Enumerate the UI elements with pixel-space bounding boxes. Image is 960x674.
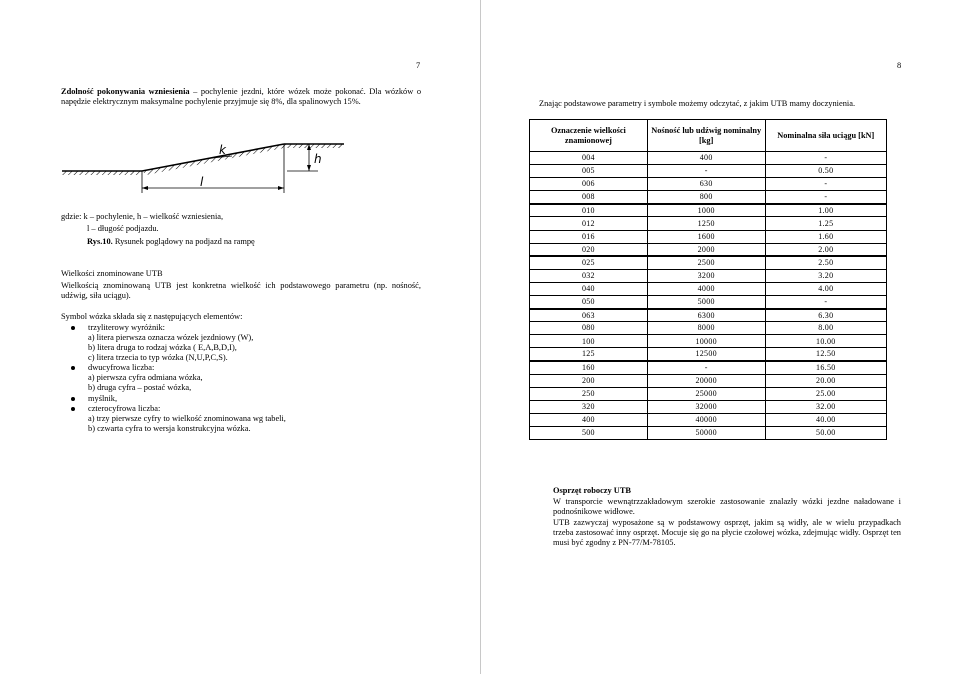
section-title-text: Osprzęt roboczy UTB <box>553 486 632 495</box>
table-cell: 1.60 <box>765 230 886 243</box>
table-cell: - <box>765 178 886 191</box>
ground-hatch <box>62 171 142 175</box>
table-cell: - <box>765 296 886 309</box>
table-cell: 20000 <box>647 374 765 387</box>
table-cell: 063 <box>530 309 648 322</box>
table-cell: 2.50 <box>765 256 886 269</box>
table-cell: 1250 <box>647 217 765 230</box>
upper-ground-hatch <box>284 144 344 148</box>
table-header-cell: Nominalna siła uciągu [kN] <box>765 120 886 152</box>
table-cell: 4000 <box>647 282 765 295</box>
list-item-title: czterocyfrowa liczba: <box>88 403 161 413</box>
table-cell: 008 <box>530 191 648 204</box>
table-row <box>530 191 887 204</box>
table-cell: 25.00 <box>765 387 886 400</box>
table-cell: 6300 <box>647 309 765 322</box>
table-cell: 160 <box>530 361 648 374</box>
table-cell: 040 <box>530 282 648 295</box>
table-cell: - <box>647 361 765 374</box>
table-cell: 10.00 <box>765 335 886 348</box>
table-cell: - <box>647 165 765 178</box>
slope-hatch <box>142 144 284 175</box>
caption-text: Rysunek poglądowy na podjazd na rampę <box>112 237 255 246</box>
caption-number: Rys.10. <box>87 237 113 246</box>
legend-line-1: gdzie: k – pochylenie, h – wielkość wzniesienia, <box>61 212 224 221</box>
list-item-sub: b) litera druga to rodzaj wózka ( E,A,B,D,I), <box>88 343 237 353</box>
table-cell: 40.00 <box>765 413 886 426</box>
table-header-cell: Oznaczenie wielkości znamionowej <box>530 120 648 152</box>
table-cell: 050 <box>530 296 648 309</box>
page-number: 7 <box>416 61 421 70</box>
list-item-title: myślnik, <box>88 393 118 403</box>
table-cell: 320 <box>530 400 648 413</box>
table-cell: 2500 <box>647 256 765 269</box>
table-cell: 400 <box>530 413 648 426</box>
symbol-list <box>71 323 421 434</box>
table-cell: 400 <box>647 152 765 165</box>
paragraph-2: UTB zazwyczaj wyposażone są w podstawowy osprzęt, jakim są widły, ale w wielu przypadkach trzeba zastosować inny osprzęt. Mocuje się go na płycie czołowej wózka, zdejmując widły. Osprzęt ten musi być zgodny z PN-77/M-78105. <box>553 518 901 548</box>
table-cell: 40000 <box>647 413 765 426</box>
table-cell: 200 <box>530 374 648 387</box>
list-item <box>71 363 421 393</box>
table-cell: 032 <box>530 269 648 282</box>
table-cell: 2.00 <box>765 243 886 256</box>
table-row <box>530 269 887 282</box>
table-cell: 3200 <box>647 269 765 282</box>
table-row <box>530 296 887 309</box>
table-cell: 800 <box>647 191 765 204</box>
table-cell: 25000 <box>647 387 765 400</box>
table-cell: 006 <box>530 178 648 191</box>
page-number: 8 <box>897 61 902 70</box>
table-cell: 20.00 <box>765 374 886 387</box>
paragraph-1: W transporcie wewnątrzzakładowym szerokie zastosowanie znalazły wózki jezdne naładowane i podnośnikowe widłowe. <box>553 497 901 517</box>
table-row <box>530 361 887 374</box>
legend-line-2: l – długość podjazdu. <box>87 224 159 233</box>
table-cell: 50000 <box>647 426 765 439</box>
table-header-row <box>530 120 887 152</box>
table-row <box>530 387 887 400</box>
right-intro: Znając podstawowe parametry i symbole możemy odczytać, z jakim UTB mamy doczynienia. <box>539 99 856 108</box>
table-cell: 6.30 <box>765 309 886 322</box>
table-cell: 012 <box>530 217 648 230</box>
list-item-sub: c) litera trzecia to typ wózka (N,U,P,C,S). <box>88 353 228 363</box>
table-cell: 4.00 <box>765 282 886 295</box>
list-item <box>71 323 421 363</box>
section-title <box>553 486 631 496</box>
table-cell: 32000 <box>647 400 765 413</box>
table-cell: 125 <box>530 348 648 361</box>
table-row <box>530 348 887 361</box>
table-body <box>530 152 887 440</box>
table-cell: 025 <box>530 256 648 269</box>
list-item <box>71 394 421 404</box>
table-cell: 10000 <box>647 335 765 348</box>
table-cell: 016 <box>530 230 648 243</box>
label-k: k <box>219 143 226 157</box>
table-cell: 0.50 <box>765 165 886 178</box>
ramp-figure <box>62 130 344 205</box>
table-row <box>530 230 887 243</box>
table-row <box>530 217 887 230</box>
table-cell: - <box>765 191 886 204</box>
table-row <box>530 256 887 269</box>
table-cell: 250 <box>530 387 648 400</box>
table-row <box>530 309 887 322</box>
arrow-left-icon <box>142 186 148 190</box>
list-item-title: trzyliterowy wyróżnik: <box>88 323 165 332</box>
table-cell: 8.00 <box>765 322 886 335</box>
nominal-size-table <box>529 119 887 440</box>
table-cell: 32.00 <box>765 400 886 413</box>
table-row <box>530 400 887 413</box>
list-item <box>71 404 421 434</box>
table-row <box>530 426 887 439</box>
table-cell: 2000 <box>647 243 765 256</box>
figure-caption <box>87 237 255 247</box>
intro-paragraph <box>61 87 421 107</box>
table-row <box>530 413 887 426</box>
intro-term: Zdolność pokonywania wzniesienia <box>61 87 190 96</box>
list-item-sub: b) druga cyfra – postać wózka, <box>88 383 192 393</box>
list-item-sub: a) trzy pierwsze cyfry to wielkość znominowana wg tabeli, <box>88 413 286 423</box>
list-item-sub: a) litera pierwsza oznacza wózek jezdniowy (W), <box>88 333 254 343</box>
table-cell: 080 <box>530 322 648 335</box>
table-cell: 12500 <box>647 348 765 361</box>
symbol-intro: Symbol wózka składa się z następujących elementów: <box>61 312 243 321</box>
section-title: Wielkości znominowane UTB <box>61 269 163 278</box>
table-row <box>530 243 887 256</box>
table-cell: 8000 <box>647 322 765 335</box>
label-h: h <box>314 152 322 166</box>
table-cell: 50.00 <box>765 426 886 439</box>
table-row <box>530 374 887 387</box>
table-cell: 500 <box>530 426 648 439</box>
table-cell: 100 <box>530 335 648 348</box>
table-cell: 010 <box>530 204 648 217</box>
table-row <box>530 152 887 165</box>
table-row <box>530 335 887 348</box>
table-row <box>530 282 887 295</box>
list-item-sub: b) czwarta cyfra to wersja konstrukcyjna wózka. <box>88 423 251 433</box>
table-cell: 16.50 <box>765 361 886 374</box>
table-row <box>530 178 887 191</box>
table-cell: 1.25 <box>765 217 886 230</box>
list-item-sub: a) pierwsza cyfra odmiana wózka, <box>88 373 203 383</box>
table-cell: 630 <box>647 178 765 191</box>
table-row <box>530 322 887 335</box>
table-cell: 1000 <box>647 204 765 217</box>
table-cell: 004 <box>530 152 648 165</box>
table-cell: 1.00 <box>765 204 886 217</box>
section-text: Wielkością znominowaną UTB jest konkretna wielkość ich podstawowego parametru (np. nośność, udźwig, siła uciągu). <box>61 281 421 301</box>
table-cell: - <box>765 152 886 165</box>
arrow-down-icon <box>307 165 311 171</box>
table-header-cell: Nośność lub udźwig nominalny [kg] <box>647 120 765 152</box>
arrow-right-icon <box>278 186 284 190</box>
intro-text: – pochylenie jezdni, które wózek może pokonać. Dla wózków o napędzie elektrycznym maksymalne pochylenie przyjmuje się 8%, dla spalinowych 15%. <box>61 87 422 107</box>
table-row <box>530 204 887 217</box>
label-l: l <box>200 175 204 189</box>
table-cell: 1600 <box>647 230 765 243</box>
table-cell: 3.20 <box>765 269 886 282</box>
table-cell: 005 <box>530 165 648 178</box>
table-row <box>530 165 887 178</box>
table-cell: 12.50 <box>765 348 886 361</box>
table-cell: 5000 <box>647 296 765 309</box>
table-cell: 020 <box>530 243 648 256</box>
list-item-title: dwucyfrowa liczba: <box>88 363 155 373</box>
